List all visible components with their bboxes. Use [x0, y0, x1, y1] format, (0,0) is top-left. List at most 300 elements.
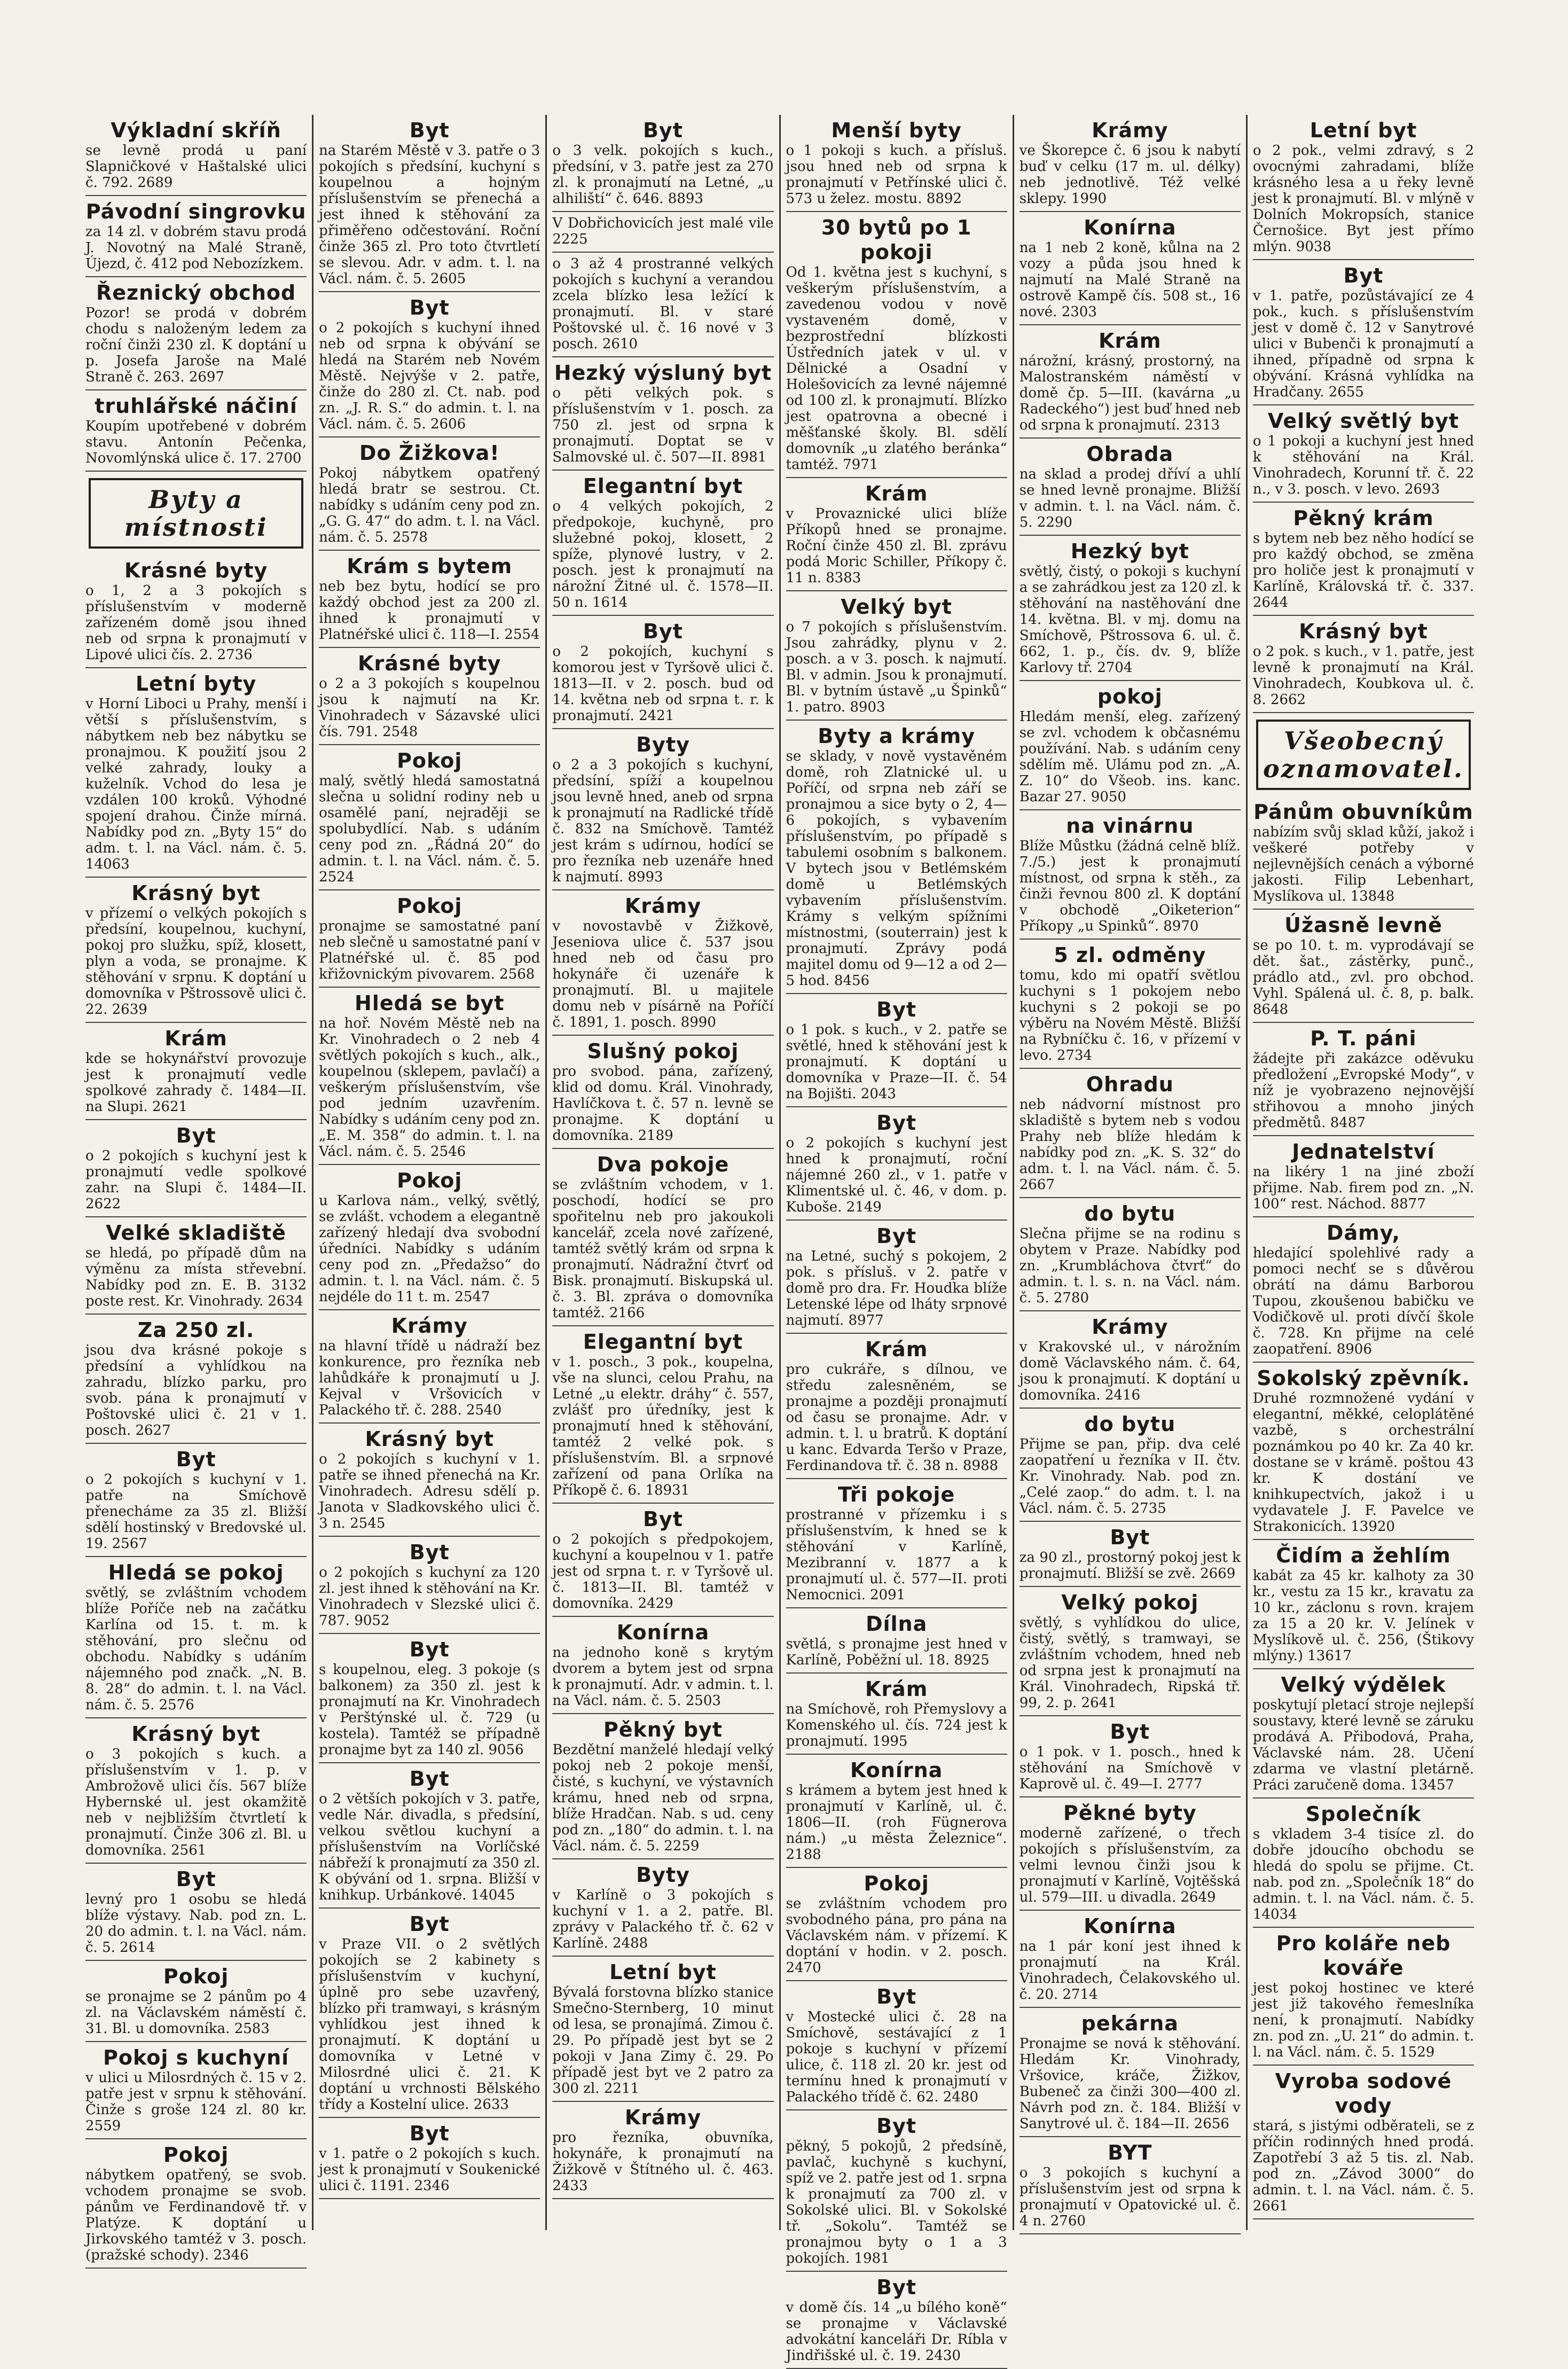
ad-body: světlý, čistý, o pokoji s kuchyní a se zahrádkou jest za 120 zl. k stěhování na nastěhování dne 14. května. Bl. v mj. domu na Smíchově, Pštrossova 6. ul. č. 662, 1. p., čís. dv. 9, blíže Karlovy tř. 2704 — [1019, 564, 1241, 676]
ad — [319, 292, 540, 437]
ad-heading: Krám — [865, 1677, 928, 1701]
ad-body: o 2 a 3 pokojích s koupelnou jsou k najmutí na Kr. Vinohradech v Sázavské ulici čís. 791. 2548 — [319, 676, 540, 740]
ad-heading: Velké skladiště — [106, 1221, 286, 1245]
ad — [319, 988, 540, 1165]
ad-body: o 4 velkých pokojích, 2 předpokoje, kuchyně, pro služebné pokoj, klosett, 2 spíže, plynové lustry, v 2. posch. jest k pronajmutí na nárožní Žitné ul. č. 1578—II. 50 n. 1614 — [552, 498, 774, 611]
ad — [85, 878, 307, 1023]
ad-body: o 2 pokojích s kuchyní za 120 zl. jest ihned k stěhování na Kr. Vinohradech v Slezské ulici č. 787. 9052 — [319, 1565, 540, 1629]
ad-heading: Krámy — [624, 2106, 702, 2129]
ad — [319, 2118, 540, 2199]
ad-heading: Hledá se byt — [355, 991, 505, 1015]
ad-heading: Úžasně levně — [1284, 913, 1442, 937]
ad-body: o 2 a 3 pokojích s kuchyní, předsíní, spíží a koupelnou jsou levně hned, aneb od srpna k pronajmutí na Radlické třídě č. 832 na Smíchově. Tamtéž jest krám s udírnou, hodící se pro řezníka neb uzenáře hned k najmutí. 8993 — [552, 757, 774, 885]
ad — [85, 1023, 307, 1120]
ad — [1253, 1363, 1474, 1540]
ad — [786, 115, 1007, 212]
ad-heading: Konírna — [1084, 216, 1177, 239]
ad-heading: Byty — [636, 733, 690, 756]
section-heading-byty-a-mistnosti: Byty a místnosti — [89, 478, 303, 549]
ad-body: o 1, 2 a 3 pokojích s příslušenstvím v moderně zařízeném domě jsou ihned neb od srpna k pronajmutí v Lipové ulici čís. 2. 2736 — [85, 583, 307, 663]
ad-heading: Krásný byt — [131, 1722, 261, 1746]
ad — [1020, 1797, 1241, 1911]
ad-heading: Tři pokoje — [837, 1483, 955, 1506]
ad — [1253, 405, 1474, 503]
ad-body: v Horní Liboci u Prahy, menší i větší s příslušenstvím, s nábytkem neb bez nábytku se pronajmou. K použití jsou 2 velké zahrady, louky a kuželník. Vchod do lesa je vzdálen 100 kroků. Výhodné spojení drahou. Činže mírná. Nabídky pod zn. „Byty 15“ do adm. t. l. na Václ. nám. č. 5. 14063 — [85, 696, 307, 872]
ad-heading: Krám — [865, 482, 928, 505]
ad — [85, 196, 307, 277]
ad-heading: Byt — [876, 1985, 917, 2008]
ad-heading: Letní byt — [609, 1960, 717, 1984]
ad — [1020, 940, 1241, 1069]
ad-body: světlá, s pronajme jest hned v Karlíně, Poběžní ul. 18. 8925 — [786, 1636, 1007, 1668]
ad-body: Od 1. května jest s kuchyní, s veškerým příslušenstvím, a zavedenou vodou v nově vystaveném domě, v bezprostřední blízkosti Ústředních jatek v ul. v Dělnické a Osadní v Holešovicích za levné nájemné od 100 zl. k pronajmutí. Blízko jest opatrovna a obecné i měšťanské školy. Bl. sdělí domovník „u zlatého beránka“ tamtéž. 7971 — [786, 264, 1007, 473]
ad-body: o 2 pok., velmi zdravý, s 2 ovocnými zahradami, blíže krásného lesa a u řeky levně jest k pronajmutí. Bl. v mlýně v Dolních Mokropsích, stanice Černošice. Byt jest přímo mlýn. 9038 — [1252, 143, 1475, 255]
ad — [552, 1714, 773, 1859]
ad-heading: Pokoj s kuchyní — [103, 2046, 289, 2069]
ad-heading: Pěkný byt — [603, 1718, 723, 1741]
ad-body: žádejte při zakázce oděvuku předložení „Evropské Mody“, v níž je vyobrazeno nejnovější střihovou a mnoho jiných předmětů. 8487 — [1252, 1051, 1475, 1131]
ad-body: nabízím svůj sklad kůží, jakož i veškeré potřeby v nejlevnějších cenách a výborné jakosti. Filip Lebenhart, Myslíkova ul. 13848 — [1252, 824, 1475, 904]
ad-heading: pokoj — [1097, 685, 1163, 708]
ad-heading: Byt — [409, 296, 450, 319]
column-4 — [781, 115, 1014, 2364]
ad-heading: Byt — [176, 1448, 216, 1471]
ad-heading: Slušný pokoj — [587, 1039, 739, 1063]
ad-body: s vkladem 3-4 tisíce zl. do dobře jdoucího obchodu se hledá do spolu se přijme. Ct. nab. pod zn. „Společník 18“ do admin. t. l. na Václ. nám. č. 5. 14034 — [1252, 1826, 1475, 1922]
ad-body: kabát za 45 kr. kalhoty za 30 kr., vestu za 15 kr., kravatu za 10 kr., záclonu s rovn. krajem za 15 a 20 kr. V. Jelínek v Myslíkově ul. č. 256, (Štikovy mlýny.) 13617 — [1252, 1568, 1475, 1664]
ad-body: o 2 pokojích s kuchyní jest k pronajmutí vedle spolkové zahr. na Slupi č. 1484—II. 2622 — [85, 1148, 307, 1212]
ad — [786, 2110, 1007, 2272]
ad-body: o 2 pokojích s předpokojem, kuchyní a koupelnou v 1. patře jest od srpna t. r. v Tyršově ul. č. 1813—II. Bl. tamtéž v domovníka. 2429 — [552, 1531, 774, 1612]
ad — [319, 648, 540, 745]
ad-heading: Pávodní singrovku — [85, 200, 307, 223]
ad — [85, 2139, 307, 2269]
ad-heading: BYT — [1108, 2141, 1153, 2164]
ad-heading: Krásný byt — [365, 1427, 495, 1451]
ad-body: za 14 zl. v dobrém stavu prodá J. Novotný na Malé Straně, Újezd, č. 412 pod Nebozízkem. — [85, 224, 307, 272]
ad-heading: Velký byt — [841, 595, 952, 619]
ad-heading: Krásné byty — [124, 559, 268, 582]
ad — [1253, 1136, 1474, 1217]
ad — [319, 1424, 540, 1537]
ad-body: o 3 až 4 prostranné velkých pokojích s kuchyní a verandou zcela blízko lesa ležící k pronajmutí. Bl. v staré Poštovské ul. č. 16 nové v 3 posch. 2610 — [552, 256, 774, 352]
ad — [1020, 1587, 1241, 1716]
classified-ads-page — [80, 115, 1479, 2364]
ad-heading: Konírna — [1084, 1914, 1177, 1938]
ad-heading: Konírna — [850, 1758, 943, 1782]
ad-body: Bezdětní manželé hledají velký pokoj neb 2 pokoje menší, čisté, s kuchyní, ve výstavních krámu, hned neb od srpna, blíže Hradčan. Nab. s ud. ceny pod zn. „180“ do admin. t. l. na Václ. nám. č. 5. 2259 — [552, 1742, 774, 1854]
ad-heading: Obrada — [1086, 442, 1174, 466]
ad — [786, 994, 1007, 1107]
ad-body: se zvláštním vchodem, v 1. poschodí, hodící se pro spořitelnu neb pro jakoukoli kancelář, zcela nové zařízené, tamtéž světlý krám od srpna k pronajmutí. Nádražní čtvrť od Bisk. pronajmutí. Biskupská ul. č. 3. Bl. zpráva o domovníka tamtéž. 2166 — [552, 1177, 774, 1321]
ad-body: o 1 pok. s kuch., v 2. patře se světlé, hned k stěhování jest k pronajmutí. K doptání u domovníka v Praze—II. č. 54 na Bojišti. 2043 — [786, 1022, 1007, 1102]
ad — [786, 1868, 1007, 1981]
ad-heading: Za 250 zl. — [137, 1318, 255, 1342]
ad-heading: Krám — [164, 1027, 228, 1050]
ad-body: v Karlíně o 3 pokojích s kuchyní v 1. a 2. patře. Bl. zprávy v Palackého tř. č. 62 v Karlíně. 2488 — [552, 1887, 774, 1951]
ad — [552, 1326, 773, 1504]
ad — [1020, 1069, 1241, 1198]
ad-heading: Menší byty — [831, 119, 962, 142]
ad-heading: Velký pokoj — [1061, 1591, 1199, 1614]
ad-heading: Byt — [409, 1912, 450, 1936]
ad — [786, 591, 1007, 721]
ad-heading: Byt — [176, 1124, 216, 1147]
ad-heading: Pokoj — [397, 894, 462, 918]
ad-body: pronajme se samostatné paní neb slečně u samostatné paní v Platnéřské ul. č. 85 pod křižovnickým pivovarem. 2568 — [319, 918, 540, 982]
ad-body: stará, s jistými odběrateli, se z příčin rodinných hned prodá. Zapotřebí 3 až 5 tis. zl. Nab. pod zn. „Závod 3000“ do admin. t. l. na Václ. nám. č. 5. 2661 — [1252, 2118, 1475, 2214]
ad — [552, 253, 773, 357]
ad-heading: Byt — [876, 2276, 917, 2299]
ad-heading: Byt — [1110, 1526, 1150, 1549]
ad — [786, 1674, 1007, 1755]
ad — [1253, 796, 1474, 910]
ad — [85, 1217, 307, 1315]
ad-heading: Pokoj — [864, 1872, 929, 1895]
ad — [85, 115, 307, 196]
ad — [1020, 1716, 1241, 1797]
ad-body: v Provaznické ulici blíže Příkopů hned se pronajme. Roční činže 450 zl. Bl. zprávu podá Moric Schiller, Příkopy č. 11 n. 8383 — [786, 506, 1007, 586]
ad-heading: Elegantní byt — [583, 1330, 743, 1354]
ad-heading: Byt — [876, 998, 917, 1021]
ad — [786, 478, 1007, 591]
ad — [1020, 439, 1241, 536]
ad-heading: Pro koláře neb kováře — [1276, 1932, 1451, 1980]
ad-heading: Byt — [409, 1638, 450, 1661]
ad-body: pěkný, 5 pokojů, 2 předsíně, pavlač, kuchyně s kuchyní, spíž ve 2. patře jest od 1. srpna k pronajmutí za 700 zl. v Sokolské ulici. Bl. v Sokolské tř. „Sokolu“. Tamtéž se pronajmou byty o 1 a 3 pokojích. 1981 — [786, 2138, 1007, 2266]
ad-body: se po 10. t. m. vyprodávají se dět. šat., zástěrky, punč., prádlo atd., zvl. pro obchod. Vyhl. Spálená ul. č. 8, p. balk. 8648 — [1252, 937, 1475, 1018]
ad-body: o 3 pokojích s kuchyní a příslušenstvím jest od srpna k pronajmutí v Opatovické ul. č. 4 n. 2760 — [1019, 2165, 1241, 2229]
ad — [552, 1036, 773, 1149]
ad-heading: Čidím a žehlím — [1276, 1544, 1451, 1567]
ad-heading: Hezký byt — [1070, 540, 1189, 563]
ad — [786, 1334, 1007, 1479]
ad-heading: Dva pokoje — [597, 1153, 730, 1176]
ad-body: o 7 pokojích s příslušenstvím. Jsou zahrádky, plynu v 2. posch. a v 3. posch. k najmutí. Bl. v admin. Jsou k pronajmutí. Bl. v bytním ústavě „u Špinků“ 1. patro. 8903 — [786, 619, 1007, 715]
ad-body: v 1. patře, pozůstávající ze 4 pok., kuch. s příslušenstvím jest v domě č. 12 v Sanytrové ulici v Bubenči k pronajmutí a ihned, případně od srpna k obývání. Krásná vyhlídka na Hradčany. 2655 — [1252, 288, 1475, 400]
ad-heading: Byt — [876, 1111, 917, 1135]
ad-heading: Byt — [409, 1767, 450, 1791]
ad-body: se sklady, v nově vystavěném domě, roh Zlatnické ul. u Poříčí, od srpna neb září se pronajmou a sice byty o 2, 4—6 pokojích, s vybavením příslušenstvím, po případě s tabulemi osobním s balkonem. V bytech jsou v Betlémském domě u Betlémských vybavením příslušenstvím. Krámy s velkým spížními místnostmi, (souterrain) jest k pronajmutí. Zprávy podá majitel domu od 9—12 a od 2—5 hod. 8456 — [786, 748, 1007, 989]
ad-heading: Dámy, — [1326, 1221, 1400, 1245]
ad-heading: Krám s bytem — [347, 554, 513, 578]
ad — [1253, 115, 1474, 260]
ad — [1020, 2137, 1241, 2234]
ad-heading: 5 zl. odměny — [1054, 943, 1206, 967]
ad-body: světlý, se zvláštním vchodem blíže Poříče neb na začátku Karlína od 15. t. m. k stěhování, pro slečnu od obchodu. Nabídky s udáním nájemného pod značk. „N. B. 8. 28“ do admin. t. l. na Václ. nám. č. 5. 2576 — [85, 1585, 307, 1713]
ad-body: světlý, s vyhlídkou do ulice, čistý, světlý, s tramwayi, se zvláštním vchodem, hned neb od srpna jest k pronajmutí na Král. Vinohradech, Ripská tř. 99, 2. p. 2641 — [1019, 1615, 1241, 1711]
column-2 — [313, 115, 547, 2230]
ad-body: s krámem a bytem jest hned k pronajmutí v Karlíně, ul. č. 1806—II. (roh Fügnerova nám.) „u města Železnice“. 2188 — [786, 1782, 1007, 1863]
ad — [1253, 1023, 1474, 1136]
ad-heading: Byt — [642, 119, 683, 142]
ad-body: pro řezníka, obuvníka, hokynáře, k pronajmutí na Žižkově v Štítného ul. č. 463. 2433 — [552, 2130, 774, 2194]
ad-heading: Krásný byt — [1299, 620, 1428, 643]
ad — [1020, 325, 1241, 439]
ad-body: v Mostecké ulici č. 28 na Smíchově, sestávající z 1 pokoje s kuchyní v přízemí ulice, č. 118 zl. 20 kr. jest od termínu hned k pronajmutí v Palackého třídě č. 62. 2480 — [786, 2009, 1007, 2105]
ad — [786, 1755, 1007, 1868]
ad-heading: Krámy — [1092, 1315, 1169, 1339]
ad-heading: Letní byty — [135, 672, 257, 695]
ad-heading: Byt — [642, 1507, 683, 1531]
ad — [1253, 1540, 1474, 1669]
ad — [85, 1120, 307, 1217]
ad — [1020, 810, 1241, 940]
ad — [552, 890, 773, 1036]
ad-body: v Praze VII. o 2 světlých pokojích se 2 kabinety s příslušenstvím v kuchyní, úplně pro sebe uzavřený, blízko při tramwayi, s krásným vyhlídkou jest ihned k pronajmutí. K doptání u domovníka v Letné v Milosrdné ulici č. 21. K doptání u vrchnosti Bělského třídy a Kostelní ulice. 2633 — [319, 1936, 540, 2113]
ad-heading: Byt — [642, 620, 683, 643]
ad-heading: Do Žižkova! — [359, 441, 500, 465]
ad — [85, 555, 307, 668]
ad — [552, 616, 773, 729]
ad — [1020, 1198, 1241, 1311]
ad-body: se zvláštním vchodem pro svobodného pána, pro pána na Václavském nám. v přízemí. K doptání v hodin. v 2. posch. 2470 — [786, 1896, 1007, 1976]
ad-body: Koupím upotřebené v dobrém stavu. Antonín Pečenka, Novomlýnská ulice č. 17. 2700 — [85, 418, 307, 466]
ad — [319, 1909, 540, 2118]
ad-body: na 1 neb 2 koně, kůlna na 2 vozy a půda jsou hned k najmutí na Malé Straně na ostrově Kampě čís. 508 st., 16 nové. 2303 — [1019, 240, 1241, 320]
ad-body: s koupelnou, eleg. 3 pokoje (s balkonem) za 350 zl. jest k pronajmutí na Kr. Vinohradech v Perštýnské ul. č. 729 (u kostela). Tamtéž se případně pronajme byt za 140 zl. 9056 — [319, 1662, 540, 1758]
column-1 — [80, 115, 313, 2263]
ad-heading: Ohradu — [1086, 1073, 1174, 1096]
ad-body: V Dobřichovicích jest malé vile 2225 — [552, 215, 774, 247]
ad — [85, 277, 307, 390]
ad-body: na 1 pár koní jest ihned k pronajmutí na Král. Vinohradech, Čelakovského ul. č. 20. 2714 — [1019, 1938, 1241, 2003]
ad — [552, 2102, 773, 2199]
ad — [1253, 2066, 1474, 2219]
ad-body: nárožní, krásný, prostorný, na Malostranském náměstí v domě čp. 5—III. (kavárna „u Radeckého“) jest buď hned neb od srpna k pronajmutí. 2313 — [1019, 353, 1241, 433]
ad — [552, 1617, 773, 1714]
ad-body: o 2 pokojích, kuchyní s komorou jest v Tyršově ulici č. 1813—II. v 2. posch. bud od 14. května neb od srpna t. r. k pronajmutí. 2421 — [552, 644, 774, 724]
ad-heading: Výkladní skříň — [111, 119, 281, 142]
ad-body: o 2 pokojích s kuchyní jest hned k pronajmutí, roční nájemné 260 zl., v 1. patře v Klimentské ul. č. 46, v dom. p. Kuboše. 2149 — [786, 1135, 1007, 1215]
ad — [786, 1981, 1007, 2110]
ad-body: o 3 velk. pokojích s kuch., předsíní, v 3. patře jest za 270 zl. k pronajmutí na Letné, „u alhiliští“ č. 646. 8893 — [552, 143, 774, 207]
ad — [319, 551, 540, 648]
section-heading-vseobecny-oznamovatel: Všeobecný oznamovatel. — [1256, 720, 1471, 790]
ad — [319, 745, 540, 890]
ad — [319, 437, 540, 551]
ad-body: v přízemí o velkých pokojích s předsíní, koupelnou, kuchyní, pokoj pro služku, spíž, klosett, plyn a voda, se pronajme. K stěhování v srpnu. K doptání u domovníka v Pštrossově ulici č. 22. 2639 — [85, 905, 307, 1018]
ad-heading: Byt — [1110, 1720, 1150, 1743]
ad-body: Pronajme se nová k stěhování. Hledám Kr. Vinohrady, Vršovice, kráče, Žižkov, Bubeneč za činži 300—400 zl. Návrh pod zn. č. 184. Bližší v Sanytrové ul. č. 184—II. 2656 — [1019, 2036, 1241, 2132]
ad-heading: Velký výdělek — [1281, 1673, 1446, 1696]
ad-heading: Konírna — [616, 1621, 710, 1644]
ad — [1020, 1409, 1241, 1522]
ad-body: v 1. patře o 2 pokojích s kuch. jest k pronajmutí v Soukenické ulici č. 1191. 2346 — [319, 2146, 540, 2194]
ad-body: za 90 zl., prostorný pokoj jest k pronajmutí. Bližší se zvě. 2669 — [1019, 1550, 1241, 1582]
ad-body: na sklad a prodej dříví a uhlí se hned levně pronajme. Bližší v admin. t. l. na Václ. nám. č. 5. 2290 — [1019, 466, 1241, 530]
ad — [552, 1149, 773, 1326]
ad-body: s bytem neb bez něho hodící se pro každý obchod, se změna pro holiče jest k pronajmutí v Karlíně, Královská tř. č. 337. 2644 — [1252, 530, 1475, 611]
ad-body: ve Škorepce č. 6 jsou k nabytí buď v celku (17 m. ul. délky) neb jednotlivě. Též velké sklepy. 1990 — [1019, 143, 1241, 207]
ad — [786, 721, 1007, 994]
ad-heading: Letní byt — [1310, 119, 1417, 142]
ad-heading: Pokoj — [397, 1169, 462, 1192]
ad-body: Hledám menší, eleg. zařízený se zvl. vchodem k občasnému používání. Nab. s udáním ceny sdělím mě. Ulámu pod zn. „A. Z. 10“ do Všeob. ins. kanc. Bazar 27. 9050 — [1019, 709, 1241, 805]
ad — [85, 1961, 307, 2042]
ad-heading: Pánům obuvníkům — [1253, 800, 1473, 824]
ad — [1253, 260, 1474, 405]
ad-heading: Byt — [876, 1224, 917, 1248]
ad-heading: na vinárnu — [1066, 814, 1194, 838]
ad-body: Slečna přijme se na rodinu s obytem v Praze. Nabídky pod zn. „Krumbláchova čtvrť“ do admin. t. l. s. n. na Václ. nám. č. 5. 2780 — [1019, 1226, 1241, 1306]
ad-body: na hoř. Novém Městě neb na Kr. Vinohradech o 2 neb 4 světlých pokojích s kuch., alk., koupelnou (sklepem, pavlačí) a veškerým příslušenstvím, vše pod jedním uzavřením. Nabídky s udáním ceny pod zn. „E. M. 358“ do admin. t. l. na Václ. nám. č. 5. 2546 — [319, 1015, 540, 1160]
ad-body: na Letné, suchý s pokojem, 2 pok. s přísluš. v 2. patře v domě pro dra. Fr. Houdka blíže Letenské lépe od lháty srpnové najmutí. 8977 — [786, 1248, 1007, 1328]
ad — [786, 2272, 1007, 2369]
ad-heading: Krásný byt — [131, 881, 261, 905]
ad-body: o 2 pok. s kuch., v 1. patře, jest levně k pronajmutí na Král. Vinohradech, Koubkova ul. č. 8. 2662 — [1252, 644, 1475, 708]
ad — [1020, 1522, 1241, 1587]
ad-heading: Pokoj — [163, 1965, 229, 1988]
ad-body: o 2 větších pokojích v 3. patře, vedle Nár. divadla, s předsíní, velkou světlou kuchyní a příslušenstvím na Vorlíčské nábřeží k pronajmutí za 350 zl. K obývání od 1. srpna. Bližší v knihkup. Urbánkové. 14045 — [319, 1791, 540, 1903]
ad-heading: Společník — [1305, 1802, 1422, 1826]
ad-body: moderně zařízené, o třech pokojích s příslušenstvím, za velmi levnou činži jsou k pronajmutí v Karlíně, Vojtěšská ul. 579—III. u divadla. 2649 — [1019, 1825, 1241, 1905]
ad — [552, 1504, 773, 1617]
ad-body: Bývalá forstovna blízko stanice Smečno-Sternberg, 10 minut od lesa, se pronajímá. Zimou č. 29. Po případě jest byt se 2 pokoji v Jana Zimy č. 29. Po případě jest byt ve 2 patro za 300 zl. 2211 — [552, 1984, 774, 2097]
ad — [85, 1718, 307, 1864]
ad-body: v ulici u Milosrdných č. 15 v 2. patře jest v srpnu k stěhování. Činže s groše 124 zl. 80 kr. 2559 — [85, 2070, 307, 2134]
ad-body: o 2 pokojích s kuchyní ihned neb od srpna k obývání se hledá na Starém neb Novém Městě. Nejvýše v 2. patře, činže do 280 zl. Ct. nab. pod zn. „J. R. S.“ do admin. t. l. na Václ. nám. č. 5. 2606 — [319, 320, 540, 432]
ad — [1020, 536, 1241, 681]
ad-heading: P. T. páni — [1310, 1027, 1417, 1050]
ad — [319, 1537, 540, 1634]
ad-heading: truhlářské náčiní — [95, 394, 297, 418]
ad-body: o 3 pokojích s kuch. a příslušenstvím v 1. p. v Ambrožově ulici čís. 567 blíže Hybernské ul. jest okamžitě neb v nejbližším čtvrtletí k pronajmutí. Činže 306 zl. Bl. u domovníka. 2561 — [85, 1746, 307, 1858]
ad-body: Druhé rozmnožené vydání v elegantní, měkké, celoplátěné vazbě, s orchestrální poznámkou po 40 kr. Za 40 kr. dostane se v krámě. poštou 43 kr. K dostání ve knihkupectvích, jakož i u vydavatele J. F. Pavelce ve Strakonicích. 13920 — [1252, 1390, 1475, 1535]
ad-body: Přijme se pan, přip. dva celé zaopatření u řezníka v II. čtv. Kr. Vinohrady. Nab. pod zn. „Celé zaop.“ do adm. t. l. na Václ. nám. č. 5. 2735 — [1019, 1436, 1241, 1516]
ad-body: se levně prodá u paní Slapničkové v Haštalské ulici č. 792. 2689 — [85, 143, 307, 191]
ad-body: o 1 pokoji a kuchyní jest hned k stěhování na Král. Vinohradech, Korunní tř. č. 22 n., v 3. posch. v levo. 2693 — [1252, 433, 1475, 497]
ad-body: Blíže Můstku (žádná celně blíž. 7./5.) jest k pronajmutí místnost, od srpna k stěh., za činži řevnou 800 zl. K doptání v obchodě „Oiketerion“ Příkopy „u Spinků“. 8970 — [1019, 838, 1241, 934]
ad-heading: Krám — [1099, 329, 1162, 353]
ad-heading: Dílna — [865, 1612, 928, 1636]
ad-body: o 2 pokojích s kuchyní v 1. patře se ihned přenechá na Kr. Vinohradech. Adresu sdělí p. Janota v Sladkovského ulici č. 3 n. 2545 — [319, 1451, 540, 1531]
ad-body: v Krakovské ul., v nárožním domě Václavského nám. č. 64, jsou k pronajmutí. K doptání u domovníka. 2416 — [1019, 1339, 1241, 1403]
ad — [1020, 1911, 1241, 2008]
ad-heading: Byt — [176, 1867, 216, 1891]
ad-body: nábytkem opatřený, se svob. vchodem pronajme se svob. pánům ve Ferdinandově tř. v Platýze. K doptání u Jirkovského tamtéž v 3. posch. (pražské schody). 2346 — [85, 2167, 307, 2263]
ad-body: Pokoj nábytkem opatřený hledá bratr se sestrou. Ct. nabídky s udáním ceny pod zn. „G. G. 47“ do adm. t. l. na Václ. nám. č. 5. 2578 — [319, 465, 540, 545]
ad-heading: do bytu — [1084, 1202, 1176, 1225]
ad — [786, 1608, 1007, 1674]
ad-body: v novostavbě v Žižkově, Jeseniova ulice č. 537 jsou hned neb od času pro hokynáře či uzenáře k pronajmutí. Bl. u majitele domu neb v písárně na Poříčí č. 1891, 1. posch. 8990 — [552, 918, 774, 1030]
ad — [552, 212, 773, 253]
ad-heading: do bytu — [1084, 1412, 1176, 1436]
ad — [1253, 1799, 1474, 1928]
ad — [1020, 115, 1241, 212]
ad-body: na Smíchově, roh Přemyslovy a Komenského ul. čís. 724 jest k pronajmutí. 1995 — [786, 1701, 1007, 1749]
ad-body: jsou dva krásné pokoje s předsíní a vyhlídkou na zahradu, blízko parku, pro svob. pána k pronajmutí v Poštovské ulici č. 21 v 1. posch. 2627 — [85, 1342, 307, 1438]
ad — [786, 212, 1007, 478]
ad — [319, 890, 540, 988]
ad-heading: Byt — [1343, 264, 1384, 287]
ad-body: jest pokoj hostinec ve které jest již takového řemeslníka není, k pronajmutí. Nabídky zn. pod zn. „U. 21“ do admin. t. l. na Václ. nám. č. 5. 1529 — [1252, 1980, 1475, 2060]
ad-body: malý, světlý hledá samostatná slečna u solidní rodiny neb u osamělé paní, nejraději se spolubydlící. Nab. s udáním ceny pod zn. „Řádná 20“ do admin. t. l. na Václ. nám. č. 5. 2524 — [319, 773, 540, 885]
ad — [319, 1634, 540, 1763]
ad-heading: pekárna — [1081, 2012, 1179, 2035]
ad-body: o 2 pokojích s kuchyní v 1. patře na Smíchově přenecháme za 35 zl. Bližší sdělí hostinský v Bredovské ul. 19. 2567 — [85, 1472, 307, 1552]
ad-body: levný pro 1 osobu se hledá blíže výstavy. Nab. pod zn. L. 20 do admin. t. l. na Václ. nám. č. 5. 2614 — [85, 1891, 307, 1956]
ad-body: Pozor! se prodá v dobrém chodu s naloženým ledem za roční činži 230 zl. K doptání u p. Josefa Jaroše na Malé Straně č. 263. 2697 — [85, 305, 307, 385]
ad-body: kde se hokynářství provozuje jest k pronajmutí vedle spolkové zahrady č. 1484—II. na Slupi. 2621 — [85, 1051, 307, 1115]
ad-body: na hlavní třídě u nádraží bez konkurence, pro řezníka neb lahůdkáře k pronajmutí u J. Kejval v Vršovicích v Palackého tř. č. 288. 2540 — [319, 1338, 540, 1418]
ad-body: se pronajme se 2 pánům po 4 zl. na Václavském náměstí č. 31. Bl. u domovníka. 2583 — [85, 1989, 307, 2037]
column-5 — [1014, 115, 1248, 2230]
ad-heading: Velký světlý byt — [1268, 409, 1459, 433]
ad-heading: Byty a krámy — [818, 724, 975, 748]
ad-body: pro svobod. pána, zařízený, klid od domu. Král. Vinohrady, Havlíčkova t. č. 57 n. levně se pronajme. K doptání u domovníka. 2189 — [552, 1064, 774, 1144]
ad — [1253, 1928, 1474, 2066]
ad — [1253, 616, 1474, 713]
ad-body: neb nádvorní místnost pro skladiště s bytem neb s vodou Prahy neb blíže hledám k nabídky pod zn. „K. S. 32“ do adm. t. l. na Václ. nám. č. 5. 2667 — [1019, 1097, 1241, 1193]
ad-heading: Pokoj — [397, 749, 462, 772]
ad — [319, 1310, 540, 1424]
ad — [552, 357, 773, 471]
ad — [1253, 910, 1474, 1023]
ad — [786, 1107, 1007, 1221]
ad-body: na likéry 1 na jiné zboží přijme. Nab. firem pod zn. „N. 100“ rest. Náchod. 8877 — [1252, 1164, 1475, 1212]
ad — [85, 1864, 307, 1961]
ad-body: o 1 pok. v 1. posch., hned k stěhování na Smíchově v Kaprově ul. č. 49—I. 2777 — [1019, 1744, 1241, 1792]
ad — [552, 1859, 773, 1957]
ad-heading: Krámy — [624, 894, 702, 918]
ad — [85, 668, 307, 878]
ad-body: neb bez bytu, hodící se pro každý obchod jest za 200 zl. ihned k pronajmutí v Platnéřské ulici č. 118—I. 2554 — [319, 578, 540, 643]
ad — [85, 1444, 307, 1557]
ad — [1020, 2008, 1241, 2137]
ad-heading: Byty — [636, 1863, 690, 1887]
ad — [1253, 1669, 1474, 1799]
ad — [1020, 212, 1241, 325]
ad-heading: Pěkný krám — [1293, 506, 1434, 530]
ad — [552, 729, 773, 890]
ad-heading: Byt — [409, 1541, 450, 1564]
ad — [552, 1957, 773, 2102]
ad-heading: Hledá se pokoj — [108, 1561, 284, 1584]
ad — [85, 1315, 307, 1444]
column-3 — [547, 115, 780, 2230]
ad — [319, 115, 540, 292]
ad-heading: Krámy — [391, 1314, 468, 1338]
ad-heading: Byt — [876, 2114, 917, 2138]
ad-heading: Krámy — [1092, 119, 1169, 142]
ad — [786, 1221, 1007, 1334]
ad-heading: Vyroba sodové vody — [1275, 2069, 1452, 2117]
ad — [85, 390, 307, 472]
ad-body: v 1. posch., 3 pok., koupelna, vše na slunci, celou Prahu, na Letné „u elektr. dráhy“ č. 557, zvlášť pro úředníky, jest k pronajmutí hned k stěhování, tamtéž 2 velké pok. s příslušenstvím. Bl. a srpnové zařízení od pana Orlíka na Příkopě č. 6. 18931 — [552, 1354, 774, 1498]
ad-heading: Jednatelství — [1292, 1140, 1435, 1163]
ad-body: hledající spolehlivé rady a pomoci nechť se s důvěrou obrátí na dámu Barborou Tupou, zkoušenou babičku ve Vodičkově ul. proti dívčí škole č. 728. Kn přijme na celé zaopatření. 8906 — [1252, 1245, 1475, 1357]
ad-body: pro cukráře, s dílnou, ve středu zalesněném, se pronajme a později pronajmutí od času se pronajme. Adr. v admin. t. l. u bratrů. K doptání u kanc. Edvarda Teršo v Praze, Ferdinandova tř. č. 38 n. 8988 — [786, 1362, 1007, 1474]
ad-heading: Byt — [409, 119, 450, 142]
ad-heading: Krásné byty — [358, 652, 501, 675]
ad-body: o 1 pokoji s kuch. a přísluš. jsou hned neb od srpna k pronajmutí v Petřínské ulici č. 573 u želez. mostu. 8892 — [786, 143, 1007, 207]
ad — [552, 115, 773, 212]
ad-body: poskytují pletací stroje nejlepší soustavy, které levně se záruku prodává A. Přibodová, Praha, Václavské nám. 28. Učení zdarma ve vlastní pletárně. Práci zaručeně doma. 13457 — [1252, 1697, 1475, 1793]
ad — [1253, 503, 1474, 616]
ad — [319, 1165, 540, 1310]
ad — [1020, 1311, 1241, 1409]
ad-heading: Elegantní byt — [583, 474, 743, 498]
ad — [1020, 681, 1241, 810]
column-6 — [1248, 115, 1479, 2230]
ad-heading: Pokoj — [163, 2143, 229, 2167]
ad-body: o pěti velkých pok. s příslušenstvím v 1. posch. za 750 zl. jest od srpna k pronajmutí. Doptat se v Salmovské ul. č. 507—II. 8981 — [552, 385, 774, 465]
ad-body: u Karlova nám., velký, světlý, se zvlášt. vchodem a elegantně zařízený hledají dva svobodní úředníci. Nabídky s udáním ceny pod zn. „Předažso“ do admin. t. l. na Václ. nám. č. 5 nejdéle do 11 t. m. 2547 — [319, 1193, 540, 1305]
ad-body: prostranné v přízemku i s příslušenstvím, k hned se k stěhování v Karlíně, Mezibranní v. 1877 a k pronajmutí ul. č. 577—II. proti Nemocnici. 2091 — [786, 1507, 1007, 1603]
ad — [85, 1557, 307, 1718]
ad — [786, 1479, 1007, 1608]
